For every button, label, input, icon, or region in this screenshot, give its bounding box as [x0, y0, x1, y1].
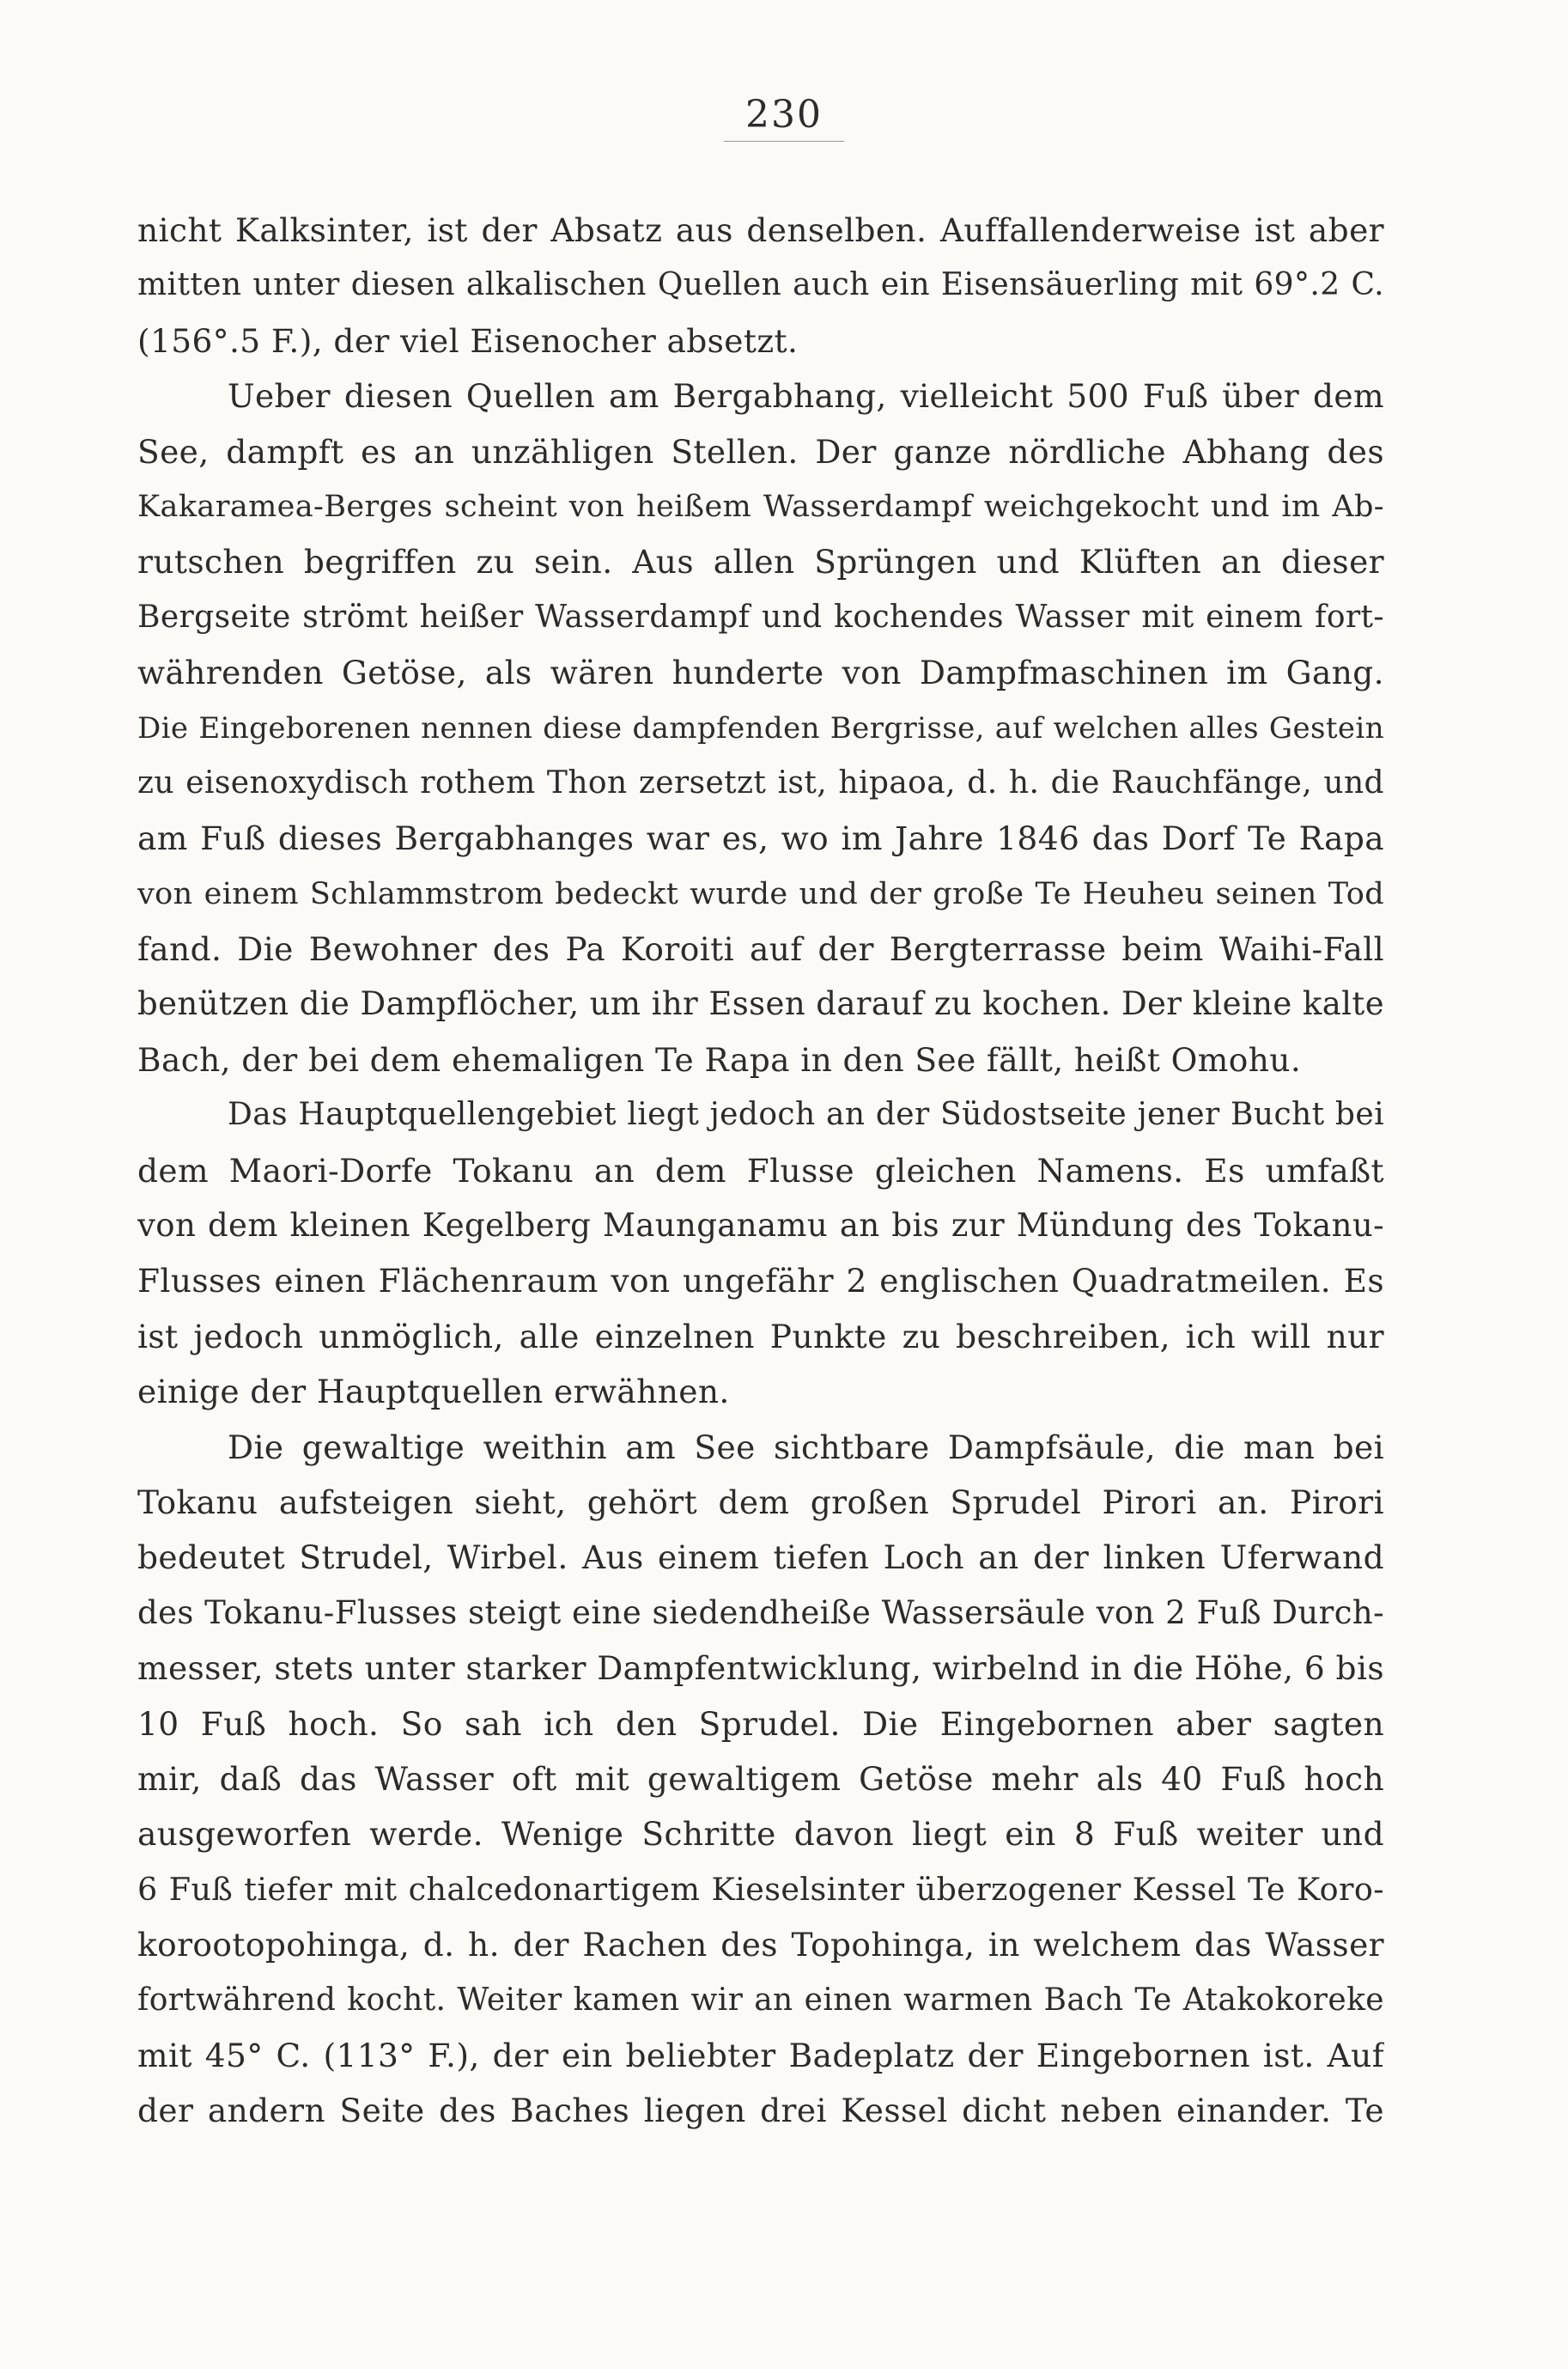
text-line: Kakaramea-Berges scheint von heißem Wasserdampf weichgekocht und im Ab-	[137, 489, 1384, 524]
text-line: (156°.5 F.), der viel Eisenocher absetzt.	[137, 321, 799, 360]
text-line: korootopohinga, d. h. der Rachen des Topohinga, in welchem das Wasser	[137, 1926, 1384, 1964]
text-line: Die gewaltige weithin am See sichtbare Dampfsäule, die man bei	[228, 1428, 1384, 1466]
text-line: fand. Die Bewohner des Pa Koroiti auf der Bergterrasse beim Waihi-Fall	[137, 930, 1384, 969]
text-line: einige der Hauptquellen erwähnen.	[137, 1373, 730, 1411]
text-line: Die Eingeborenen nennen diese dampfenden Bergrisse, auf welchen alles Gestein	[137, 710, 1384, 746]
header-rule	[724, 141, 844, 142]
text-line: Tokanu aufsteigen sieht, gehört dem großen Sprudel Pirori an. Pirori	[137, 1483, 1384, 1521]
text-line: Bergseite strömt heißer Wasserdampf und kochendes Wasser mit einem fort-	[137, 599, 1384, 635]
text-line: rutschen begriffen zu sein. Aus allen Sprüngen und Klüften an dieser	[137, 543, 1384, 582]
text-line: Flusses einen Flächenraum von ungefähr 2 englischen Quadratmeilen. Es	[137, 1262, 1384, 1300]
text-line: 6 Fuß tiefer mit chalcedonartigem Kieselsinter überzogener Kessel Te Koro-	[137, 1870, 1384, 1908]
text-line: mir, daß das Wasser oft mit gewaltigem Getöse mehr als 40 Fuß hoch	[137, 1759, 1384, 1798]
body-text	[137, 203, 1384, 2139]
text-line: messer, stets unter starker Dampfentwicklung, wirbelnd in die Höhe, 6 bis	[137, 1649, 1384, 1688]
text-line: nicht Kalksinter, ist der Absatz aus denselben. Auffallenderweise ist aber	[137, 211, 1384, 249]
text-line: Ueber diesen Quellen am Bergabhang, vielleicht 500 Fuß über dem	[228, 377, 1384, 416]
text-line: fortwährend kocht. Weiter kamen wir an einen warmen Bach Te Atakokoreke	[137, 1982, 1384, 2018]
text-line: der andern Seite des Baches liegen drei Kessel dicht neben einander. Te	[137, 2092, 1384, 2130]
text-line: von einem Schlammstrom bedeckt wurde und der große Te Heuheu seinen Tod	[137, 876, 1384, 911]
text-line: währenden Getöse, als wären hunderte von Dampfmaschinen im Gang.	[137, 654, 1384, 692]
text-line: dem Maori-Dorfe Tokanu an dem Flusse gleichen Namens. Es umfaßt	[137, 1151, 1384, 1190]
text-line: Das Hauptquellengebiet liegt jedoch an der Südostseite jener Bucht bei	[228, 1097, 1384, 1133]
text-line: bedeutet Strudel, Wirbel. Aus einem tiefen Loch an der linken Uferwand	[137, 1538, 1384, 1577]
text-line: Bach, der bei dem ehemaligen Te Rapa in den See fällt, heißt Omohu.	[137, 1040, 1302, 1079]
text-line: See, dampft es an unzähligen Stellen. Der ganze nördliche Abhang des	[137, 432, 1384, 471]
text-line: mit 45° C. (113° F.), der ein beliebter Badeplatz der Eingebornen ist. Auf	[137, 2036, 1384, 2074]
text-line: zu eisenoxydisch rothem Thon zersetzt ist, hipaoa, d. h. die Rauchfänge, und	[137, 764, 1384, 801]
text-line: des Tokanu-Flusses steigt eine siedendheiße Wassersäule von 2 Fuß Durch-	[137, 1593, 1384, 1631]
text-line: von dem kleinen Kegelberg Maunganamu an bis zur Mündung des Tokanu-	[137, 1207, 1384, 1245]
text-line: ausgeworfen werde. Wenige Schritte davon liegt ein 8 Fuß weiter und	[137, 1815, 1384, 1854]
text-line: ist jedoch unmöglich, alle einzelnen Punkte zu beschreiben, ich will nur	[137, 1317, 1384, 1355]
text-line: 10 Fuß hoch. So sah ich den Sprudel. Die Eingebornen aber sagten	[137, 1704, 1384, 1743]
text-line: benützen die Dampflöcher, um ihr Essen darauf zu kochen. Der kleine kalte	[137, 985, 1384, 1023]
text-line: mitten unter diesen alkalischen Quellen auch ein Eisensäuerling mit 69°.2 C.	[137, 267, 1384, 303]
text-line: am Fuß dieses Bergabhanges war es, wo im Jahre 1846 das Dorf Te Rapa	[137, 819, 1384, 858]
page-number: 230	[745, 93, 823, 137]
